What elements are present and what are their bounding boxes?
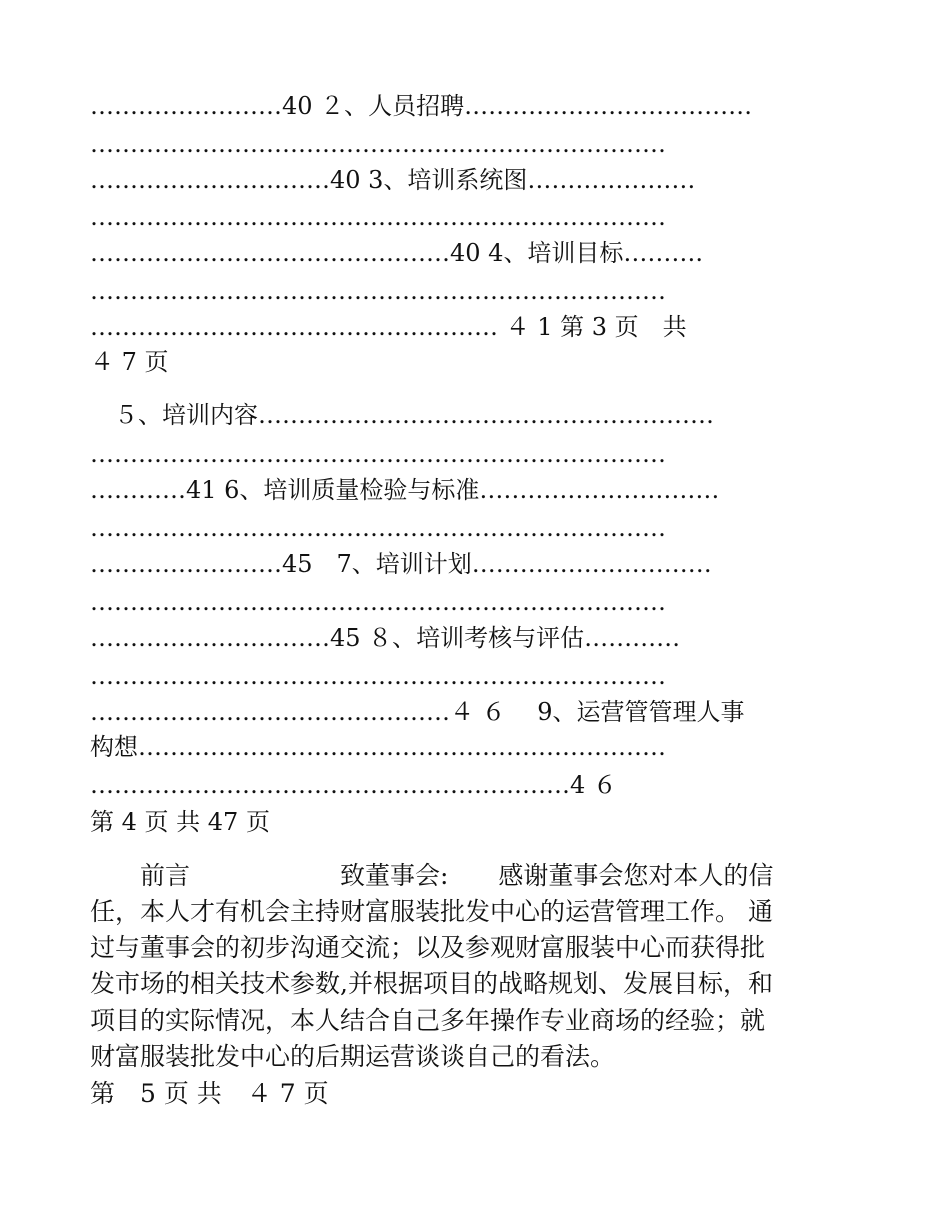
preface-line-4: 发市场的相关技术参数,并根据项目的战略规划、发展目标，和 [90, 969, 773, 998]
toc-line-18: 构想………………………………………………………… [90, 733, 666, 761]
toc-line-17: ………………………………………４ ６ 9、运营管管理人事 [90, 698, 745, 726]
toc-line-9: ５、培训内容………………………………………………… [90, 401, 714, 429]
toc-line-3: …………………………40 3、培训系统图………………… [90, 166, 696, 194]
toc-line-4: ……………………………………………………………… [90, 203, 666, 231]
preface-line-6: 财富服装批发中心的后期运营谈谈自己的看法。 [90, 1042, 616, 1071]
toc-line-7: …………………………………………… ４ 1 第 3 页 共 [90, 313, 687, 341]
preface-line-3: 过与董事会的初步沟通交流；以及参观财富服装中心而获得批 [90, 933, 766, 962]
toc-line-15: …………………………45 ８、培训考核与评估………… [90, 624, 681, 652]
page-footer-3: ４ 7 页 [90, 348, 169, 376]
toc-line-6: ……………………………………………………………… [90, 277, 666, 305]
preface-line-5: 项目的实际情况，本人结合自己多年操作专业商场的经验；就 [90, 1006, 766, 1035]
toc-line-16: ……………………………………………………………… [90, 662, 666, 690]
toc-line-11: …………41 6、培训质量检验与标准………………………… [90, 476, 720, 504]
page-footer-4: 第 4 页 共 47 页 [90, 808, 270, 836]
toc-line-1: ……………………40 ２、人员招聘……………………………… [90, 92, 753, 120]
toc-line-12: ……………………………………………………………… [90, 514, 666, 542]
preface-line-1: 前言 致董事会: 感谢董事会您对本人的信 [90, 861, 774, 890]
toc-line-5: ………………………………………40 4、培训目标………. [90, 239, 704, 267]
toc-line-10: ……………………………………………………………… [90, 440, 666, 468]
page-footer-5: 第 5 页 共 ４ 7 页 [90, 1079, 329, 1108]
toc-line-2: ……………………………………………………………… [90, 130, 666, 158]
toc-line-19: ……………………………………………………4 ６ [90, 771, 617, 799]
toc-line-14: ……………………………………………………………… [90, 588, 666, 616]
preface-line-2: 任，本人才有机会主持财富服装批发中心的运营管理工作。 通 [90, 897, 773, 926]
toc-line-13: ……………………45 7、培训计划………………………… [90, 550, 712, 578]
